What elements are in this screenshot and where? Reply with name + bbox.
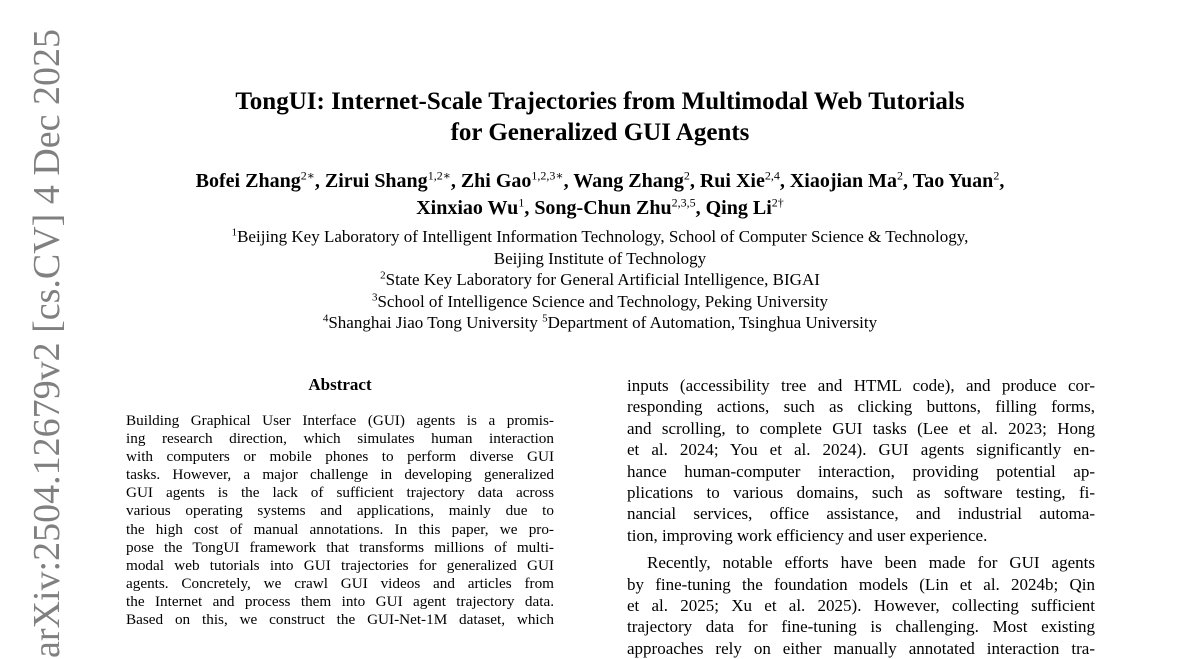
- body-line: responding actions, such as clicking buttons, filling forms,: [627, 397, 1095, 417]
- author-name: Bofei Zhang: [195, 170, 301, 192]
- affiliation-mark: 1: [231, 226, 238, 239]
- abstract-line: Based on this, we construct the GUI-Net-1M dataset, which: [126, 611, 554, 629]
- author-separator: ,: [689, 170, 700, 192]
- author-separator: ,: [779, 170, 790, 192]
- affiliation-mark: 5: [542, 312, 548, 325]
- author-affiliation-mark: 1: [518, 195, 525, 210]
- body-line: Recently, notable efforts have been made for GUI agents: [647, 553, 1095, 573]
- author-name: Zhi Gao: [460, 170, 532, 192]
- affiliation-list: [100, 226, 1100, 334]
- abstract-line: the Internet and process them into GUI agent trajectory data.: [126, 592, 554, 610]
- abstract-line: agents. Concretely, we crawl GUI videos and articles from: [126, 574, 554, 592]
- abstract-line: ing research direction, which simulates human interaction: [126, 430, 554, 448]
- abstract-heading: Abstract: [308, 375, 372, 394]
- affiliation-mark: 4: [322, 312, 329, 325]
- body-line: nancial services, office assistance, and industrial automa-: [627, 504, 1095, 524]
- author-affiliation-mark: 2: [683, 168, 690, 183]
- author-name: Zirui Shang: [324, 170, 428, 192]
- body-line: et al. 2024; You et al. 2024). GUI agents significantly en-: [627, 440, 1095, 460]
- author-affiliation-mark: 2: [993, 168, 1000, 183]
- body-line: plications to various domains, such as software testing, fi-: [627, 483, 1095, 503]
- author-affiliation-mark: 1,2,3∗: [531, 168, 564, 183]
- body-line: tion, improving work efficiency and user experience.: [627, 525, 988, 545]
- body-line: and scrolling, to complete GUI tasks (Lee et al. 2023; Hong: [627, 418, 1095, 438]
- author-affiliation-mark: 2†: [771, 195, 784, 210]
- abstract-line: pose the TongUI framework that transforms millions of multi-: [126, 538, 554, 556]
- author-name: Song-Chun Zhu: [534, 197, 672, 219]
- introduction-body: [627, 375, 1095, 659]
- affiliation-3: [100, 291, 1100, 313]
- affiliation-1-continued: Beijing Institute of Technology: [493, 248, 707, 268]
- author-separator: ,: [563, 170, 574, 192]
- author-separator: ,: [695, 197, 706, 219]
- author-line-2: [100, 195, 1100, 222]
- affiliation-mark: 3: [371, 290, 378, 303]
- author-affiliation-mark: 2: [897, 168, 904, 183]
- author-name: Tao Yuan: [912, 170, 994, 192]
- affiliation-text: School of Intelligence Science and Technology, Peking University: [377, 291, 829, 311]
- author-name: Xinxiao Wu: [416, 197, 519, 219]
- abstract-line: various operating systems and applications, mainly due to: [126, 502, 554, 520]
- author-separator: ,: [314, 170, 325, 192]
- author-line-1: [100, 168, 1100, 195]
- arxiv-identifier-stamp: arXiv:2504.12679v2 [cs.CV] 4 Dec 2025: [26, 28, 68, 658]
- abstract-body: [126, 412, 554, 629]
- affiliation-text: State Key Laboratory for General Artificial Intelligence, BIGAI: [385, 270, 820, 289]
- author-separator: ,: [999, 170, 1005, 192]
- author-name: Rui Xie: [699, 170, 765, 192]
- body-line: hance human-computer interaction, providing potential ap-: [627, 461, 1095, 481]
- title-line-2: for Generalized GUI Agents: [450, 119, 750, 146]
- body-line: et al. 2025; Xu et al. 2025). However, collecting sufficient: [627, 596, 1095, 616]
- body-line: approaches rely on either manually annotated interaction tra-: [627, 638, 1095, 658]
- body-line: by fine-tuning the foundation models (Lin et al. 2024b; Qin: [627, 574, 1095, 594]
- author-name: Xiaojian Ma: [789, 170, 898, 192]
- author-name: Wang Zhang: [573, 170, 684, 192]
- abstract-line: GUI agents is the lack of sufficient trajectory data across: [126, 484, 554, 502]
- paper-title: [150, 86, 1050, 148]
- author-separator: ,: [450, 170, 461, 192]
- affiliation-text: Department of Automation, Tsinghua University: [547, 313, 878, 332]
- author-affiliation-mark: 2∗: [300, 168, 315, 183]
- author-affiliation-mark: 1,2∗: [427, 168, 451, 183]
- author-separator: ,: [903, 170, 913, 192]
- author-list: [100, 168, 1100, 222]
- abstract-line: the high cost of manual annotations. In this paper, we pro-: [126, 520, 554, 538]
- author-affiliation-mark: 2,4: [764, 168, 780, 183]
- body-line: trajectory data for fine-tuning is challenging. Most existing: [627, 617, 1095, 637]
- title-line-1: TongUI: Internet-Scale Trajectories from Multimodal Web Tutorials: [235, 88, 965, 115]
- abstract-line: tasks. However, a major challenge in developing generalized: [126, 466, 554, 484]
- author-name: Qing Li: [705, 197, 772, 219]
- affiliation-text: Shanghai Jiao Tong University: [328, 313, 543, 332]
- author-affiliation-mark: 2,3,5: [671, 195, 696, 210]
- abstract-line: with computers or mobile phones to perform diverse GUI: [126, 448, 554, 466]
- affiliation-2: [100, 269, 1100, 291]
- abstract-line: Building Graphical User Interface (GUI) agents is a promis-: [126, 412, 554, 429]
- affiliation-4-5: [100, 312, 1100, 334]
- author-separator: ,: [524, 197, 535, 219]
- affiliation-text: Beijing Key Laboratory of Intelligent Information Technology, School of Computer Science & Technology,: [237, 227, 969, 246]
- affiliation-1: [100, 226, 1100, 248]
- abstract-line: modal web tutorials into GUI trajectories for generalized GUI: [126, 556, 554, 574]
- body-line: inputs (accessibility tree and HTML code), and produce cor-: [627, 376, 1095, 395]
- affiliation-mark: 2: [380, 269, 386, 282]
